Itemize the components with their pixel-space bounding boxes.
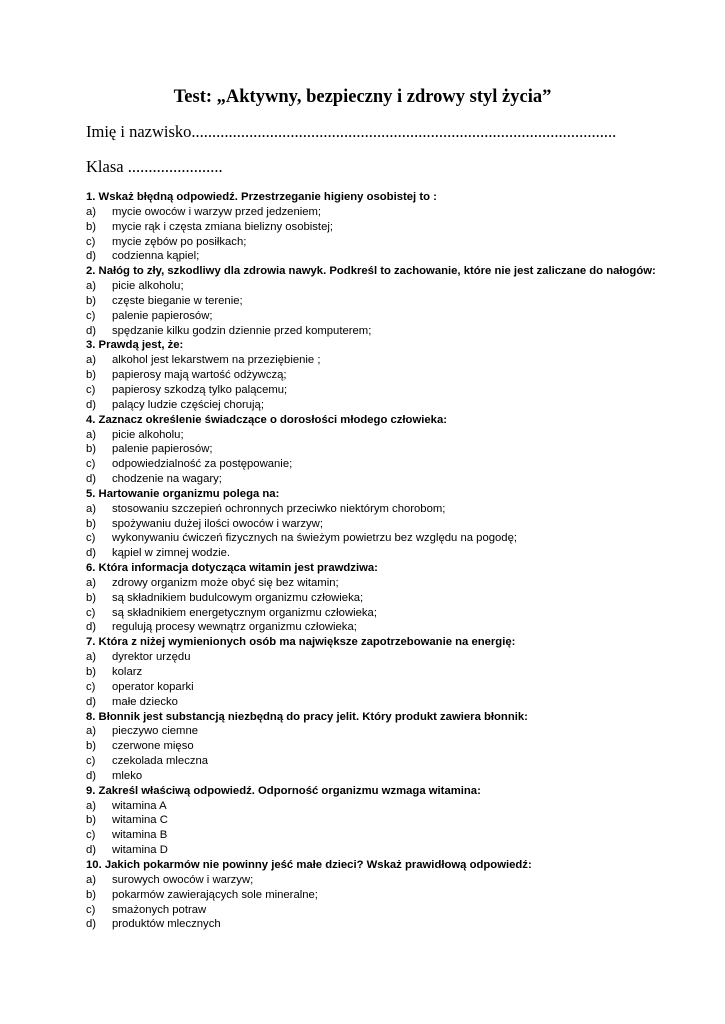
option-letter: b)	[86, 666, 97, 678]
option-letter: c)	[86, 606, 96, 619]
answer-option	[86, 799, 716, 814]
answer-option	[86, 235, 716, 250]
option-letter: d)	[86, 695, 97, 708]
option-letter: a)	[86, 205, 97, 218]
option-letter: c)	[86, 235, 96, 248]
option-letter: b)	[86, 814, 97, 827]
option-text: mycie zębów po posiłkach;	[112, 235, 247, 248]
option-text: odpowiedzialność za postępowanie;	[112, 458, 293, 471]
option-text: pokarmów zawierających sole mineralne;	[112, 888, 318, 901]
answer-option	[86, 324, 716, 339]
option-letter: d)	[86, 250, 97, 263]
option-letter: b)	[86, 443, 97, 456]
option-letter: b)	[86, 294, 97, 307]
question-text: 5. Hartowanie organizmu polega na:	[86, 487, 280, 500]
answer-option	[86, 353, 716, 368]
option-letter: c)	[86, 458, 96, 471]
option-text: mleko	[112, 769, 143, 782]
option-text: mycie rąk i częsta zmiana bielizny osobistej;	[112, 220, 334, 233]
answer-option	[86, 517, 716, 532]
option-text: palenie papierosów;	[112, 309, 213, 322]
name-field: Imię i nazwisko.......................................................................................................	[86, 122, 617, 141]
question-text: 6. Która informacja dotycząca witamin jest prawdziwa:	[86, 562, 378, 575]
option-text: pieczywo ciemne	[112, 725, 199, 738]
answer-option	[86, 294, 716, 309]
option-text: są składnikiem budulcowym organizmu człowieka;	[112, 591, 364, 604]
answer-option	[86, 591, 716, 606]
option-letter: d)	[86, 769, 97, 782]
answer-option	[86, 754, 716, 769]
option-letter: a)	[86, 799, 97, 812]
question-text: 8. Błonnik jest substancją niezbędną do pracy jelit. Który produkt zawiera błonnik:	[86, 710, 528, 723]
option-text: kąpiel w zimnej wodzie.	[112, 547, 231, 560]
option-letter: a)	[86, 280, 97, 293]
answer-option	[86, 650, 716, 665]
answer-option	[86, 828, 716, 843]
answer-option	[86, 888, 716, 903]
option-text: spędzanie kilku godzin dziennie przed komputerem;	[112, 324, 372, 337]
question-text: 2. Nałóg to zły, szkodliwy dla zdrowia nawyk. Podkreśl to zachowanie, które nie jest zaliczane do nałogów:	[86, 265, 656, 278]
option-text: witamina B	[112, 829, 168, 842]
answer-option	[86, 368, 716, 383]
option-text: są składnikiem energetycznym organizmu człowieka;	[112, 606, 377, 619]
option-letter: a)	[86, 428, 97, 441]
option-text: małe dziecko	[112, 695, 178, 708]
option-text: regulują procesy wewnątrz organizmu człowieka;	[112, 621, 357, 634]
answer-option	[86, 903, 716, 918]
option-text: chodzenie na wagary;	[112, 473, 222, 486]
question-text: 4. Zaznacz określenie świadczące o dorosłości młodego człowieka:	[86, 413, 447, 426]
answer-option	[86, 695, 716, 710]
option-letter: d)	[86, 398, 97, 411]
option-text: papierosy szkodzą tylko palącemu;	[112, 383, 288, 396]
option-text: picie alkoholu;	[112, 280, 184, 293]
option-letter: b)	[86, 369, 97, 382]
option-letter: b)	[86, 888, 97, 901]
option-text: alkohol jest lekarstwem na przeziębienie ;	[112, 354, 321, 367]
option-text: spożywaniu dużej ilości owoców i warzyw;	[112, 517, 323, 530]
option-letter: a)	[86, 725, 97, 738]
option-text: zdrowy organizm może obyć się bez witamin;	[112, 576, 339, 589]
option-letter: c)	[86, 309, 96, 322]
option-letter: b)	[86, 591, 97, 604]
option-text: witamina A	[112, 799, 167, 812]
answer-option	[86, 442, 716, 457]
option-text: produktów mlecznych	[112, 918, 221, 931]
option-letter: d)	[86, 918, 97, 931]
answer-option	[86, 220, 716, 235]
option-letter: a)	[86, 354, 97, 367]
answer-option	[86, 724, 716, 739]
answer-option	[86, 249, 716, 264]
option-letter: b)	[86, 517, 97, 530]
class-field: Klasa .......................	[86, 157, 223, 176]
option-letter: a)	[86, 502, 97, 515]
answer-option	[86, 531, 716, 546]
option-letter: b)	[86, 740, 97, 753]
option-letter: a)	[86, 576, 97, 589]
answer-option	[86, 873, 716, 888]
answer-option	[86, 843, 716, 858]
answer-option	[86, 457, 716, 472]
option-letter: a)	[86, 873, 97, 886]
option-text: częste bieganie w terenie;	[112, 294, 243, 307]
option-text: wykonywaniu ćwiczeń fizycznych na świeżym powietrzu bez względu na pogodę;	[112, 532, 517, 545]
option-letter: d)	[86, 324, 97, 337]
question-text: 9. Zakreśl właściwą odpowiedź. Odporność organizmu wzmaga witamina:	[86, 784, 481, 797]
answer-option	[86, 502, 716, 517]
question-list	[86, 190, 716, 932]
answer-option	[86, 309, 716, 324]
answer-option	[86, 205, 716, 220]
answer-option	[86, 769, 716, 784]
answer-option	[86, 739, 716, 754]
document-title: Test: „Aktywny, bezpieczny i zdrowy styl życia”	[173, 87, 552, 107]
option-text: witamina D	[112, 844, 168, 857]
option-letter: d)	[86, 547, 97, 560]
option-letter: c)	[86, 532, 96, 545]
question-text: 3. Prawdą jest, że:	[86, 339, 184, 352]
answer-option	[86, 428, 716, 443]
option-text: palenie papierosów;	[112, 443, 213, 456]
answer-option	[86, 383, 716, 398]
answer-option	[86, 665, 716, 680]
answer-option	[86, 917, 716, 932]
option-letter: c)	[86, 680, 96, 693]
option-text: surowych owoców i warzyw;	[112, 873, 254, 886]
option-letter: c)	[86, 383, 96, 396]
option-text: czekolada mleczna	[112, 755, 209, 768]
answer-option	[86, 546, 716, 561]
answer-option	[86, 813, 716, 828]
answer-option	[86, 606, 716, 621]
option-letter: d)	[86, 473, 97, 486]
answer-option	[86, 279, 716, 294]
option-letter: a)	[86, 651, 97, 664]
answer-option	[86, 398, 716, 413]
option-text: codzienna kąpiel;	[112, 250, 200, 263]
option-letter: b)	[86, 220, 97, 233]
option-text: picie alkoholu;	[112, 428, 184, 441]
option-text: operator koparki	[112, 680, 194, 693]
option-letter: c)	[86, 903, 96, 916]
option-text: witamina C	[112, 814, 168, 827]
answer-option	[86, 620, 716, 635]
option-text: dyrektor urzędu	[112, 651, 191, 664]
answer-option	[86, 680, 716, 695]
question-text: 1. Wskaż błędną odpowiedź. Przestrzeganie higieny osobistej to :	[86, 191, 437, 203]
question-text: 7. Która z niżej wymienionych osób ma największe zapotrzebowanie na energię:	[86, 636, 516, 649]
option-letter: d)	[86, 844, 97, 857]
option-text: mycie owoców i warzyw przed jedzeniem;	[112, 205, 322, 218]
option-letter: d)	[86, 621, 97, 634]
answer-option	[86, 472, 716, 487]
option-letter: c)	[86, 829, 96, 842]
option-letter: c)	[86, 755, 96, 768]
question-text: 10. Jakich pokarmów nie powinny jeść małe dzieci? Wskaż prawidłową odpowiedź:	[86, 858, 532, 871]
option-text: kolarz	[112, 666, 143, 678]
answer-option	[86, 576, 716, 591]
option-text: papierosy mają wartość odżywczą;	[112, 369, 287, 382]
option-text: smażonych potraw	[112, 903, 207, 916]
option-text: palący ludzie częściej chorują;	[112, 398, 264, 411]
option-text: czerwone mięso	[112, 740, 194, 753]
option-text: stosowaniu szczepień ochronnych przeciwko niektórym chorobom;	[112, 502, 446, 515]
